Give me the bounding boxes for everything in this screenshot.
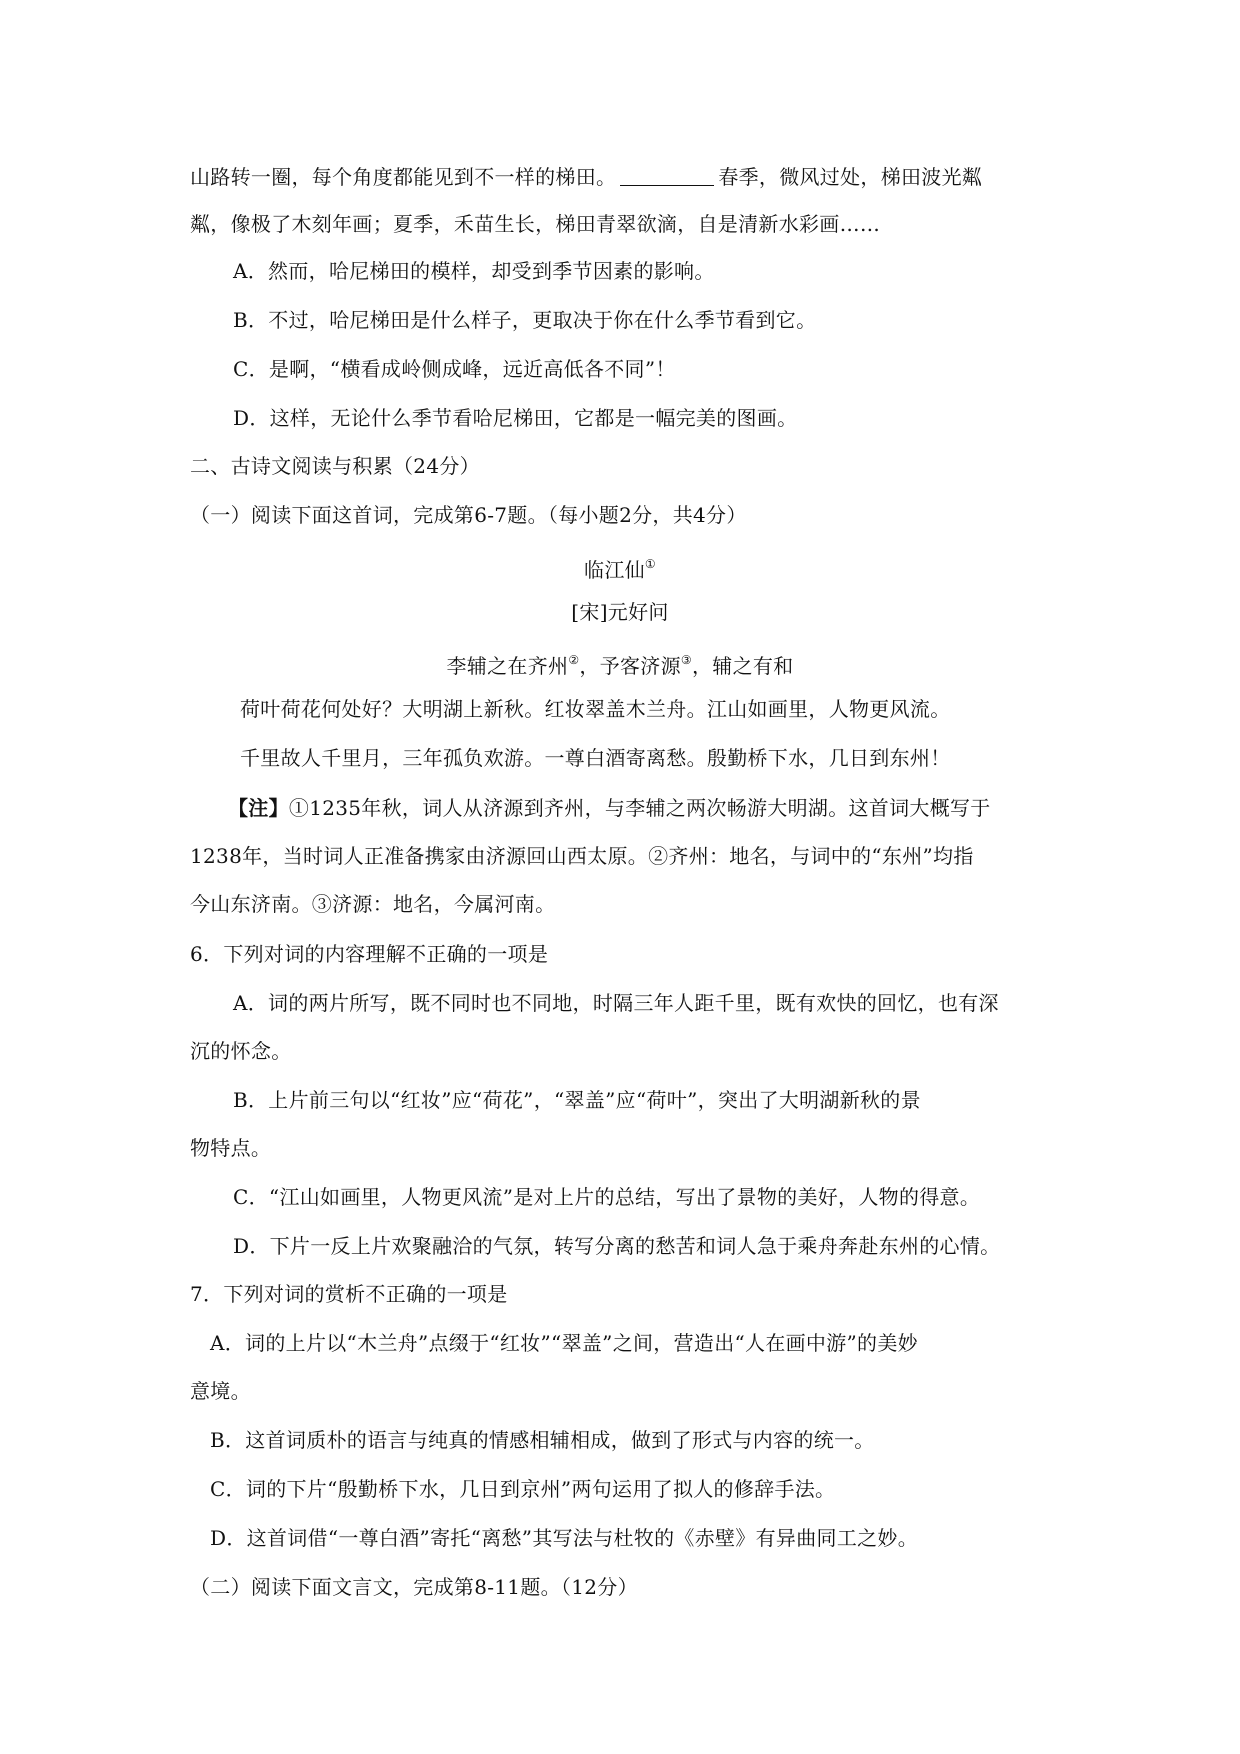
q5-option-b: B．不过，哈尼梯田是什么样子，更取决于你在什么季节看到它。 bbox=[233, 308, 817, 332]
poem-preface: 李辅之在齐州②，予客济源③，辅之有和 bbox=[446, 653, 794, 678]
poem-title: 临江仙① bbox=[584, 557, 656, 582]
notes-line-1: 【注】①1235年秋，词人从济源到齐州，与李辅之两次畅游大明湖。这首词大概写于 bbox=[228, 796, 991, 820]
notes-line-2: 1238年，当时词人正准备携家由济源回山西太原。②齐州：地名，与词中的“东州”均指 bbox=[190, 844, 974, 868]
notes-label: 【注】 bbox=[228, 796, 289, 820]
q6-option-a: A．词的两片所写，既不同时也不同地，时隔三年人距千里，既有欢快的回忆，也有深 bbox=[233, 991, 999, 1015]
q6-option-b: B．上片前三句以“红妆”应“荷花”，“翠盖”应“荷叶”，突出了大明湖新秋的景 bbox=[233, 1088, 921, 1112]
poem-author: [宋]元好问 bbox=[571, 600, 669, 624]
intro-text: 山路转一圈，每个角度都能见到不一样的梯田。 bbox=[190, 165, 617, 189]
q6-stem: 6．下列对词的内容理解不正确的一项是 bbox=[190, 942, 549, 966]
poem-line-1: 荷叶荷花何处好？大明湖上新秋。红妆翠盖木兰舟。江山如画里，人物更风流。 bbox=[240, 697, 951, 721]
notes-line-3: 今山东济南。③济源：地名，今属河南。 bbox=[190, 892, 556, 916]
part2-heading: （二）阅读下面文言文，完成第8-11题。（12分） bbox=[190, 1575, 638, 1599]
q7-stem: 7．下列对词的赏析不正确的一项是 bbox=[190, 1282, 508, 1306]
footnote-marker: ① bbox=[644, 557, 656, 571]
poem-line-2: 千里故人千里月，三年孤负欢游。一尊白酒寄离愁。殷勤桥下水，几日到东州！ bbox=[240, 746, 951, 770]
q6-option-c: C．“江山如画里，人物更风流”是对上片的总结，写出了景物的美好，人物的得意。 bbox=[233, 1185, 981, 1209]
q7-option-b: B．这首词质朴的语言与纯真的情感相辅相成，做到了形式与内容的统一。 bbox=[210, 1428, 875, 1452]
intro-line-1 bbox=[190, 163, 982, 191]
q7-option-d: D．这首词借“一尊白酒”寄托“离愁”其写法与杜牧的《赤壁》有异曲同工之妙。 bbox=[210, 1526, 919, 1550]
footnote-marker: ③ bbox=[680, 653, 692, 667]
section2-heading: 二、古诗文阅读与积累（24分） bbox=[190, 454, 480, 478]
q7-option-a: A．词的上片以“木兰舟”点缀于“红妆”“翠盖”之间，营造出“人在画中游”的美妙 bbox=[210, 1331, 918, 1355]
q6-option-b-cont: 物特点。 bbox=[190, 1136, 272, 1160]
q5-option-d: D．这样，无论什么季节看哈尼梯田，它都是一幅完美的图画。 bbox=[233, 406, 798, 430]
fill-in-blank bbox=[620, 165, 714, 186]
q7-option-c: C．词的下片“殷勤桥下水，几日到京州”两句运用了拟人的修辞手法。 bbox=[210, 1477, 836, 1501]
q5-option-c: C．是啊，“横看成岭侧成峰，远近高低各不同”！ bbox=[233, 357, 676, 381]
footnote-marker: ② bbox=[568, 653, 580, 667]
q7-option-a-cont: 意境。 bbox=[190, 1379, 251, 1403]
q6-option-a-cont: 沉的怀念。 bbox=[190, 1039, 292, 1063]
part1-heading: （一）阅读下面这首词，完成第6-7题。（每小题2分，共4分） bbox=[190, 503, 747, 527]
intro-text: 春季，微风过处，梯田波光粼 bbox=[718, 165, 983, 189]
intro-line-2: 粼，像极了木刻年画；夏季，禾苗生长，梯田青翠欲滴，自是清新水彩画…… bbox=[190, 212, 881, 236]
q6-option-d: D．下片一反上片欢聚融洽的气氛，转写分离的愁苦和词人急于乘舟奔赴东州的心情。 bbox=[233, 1234, 1001, 1258]
q5-option-a: A．然而，哈尼梯田的模样，却受到季节因素的影响。 bbox=[233, 259, 715, 283]
